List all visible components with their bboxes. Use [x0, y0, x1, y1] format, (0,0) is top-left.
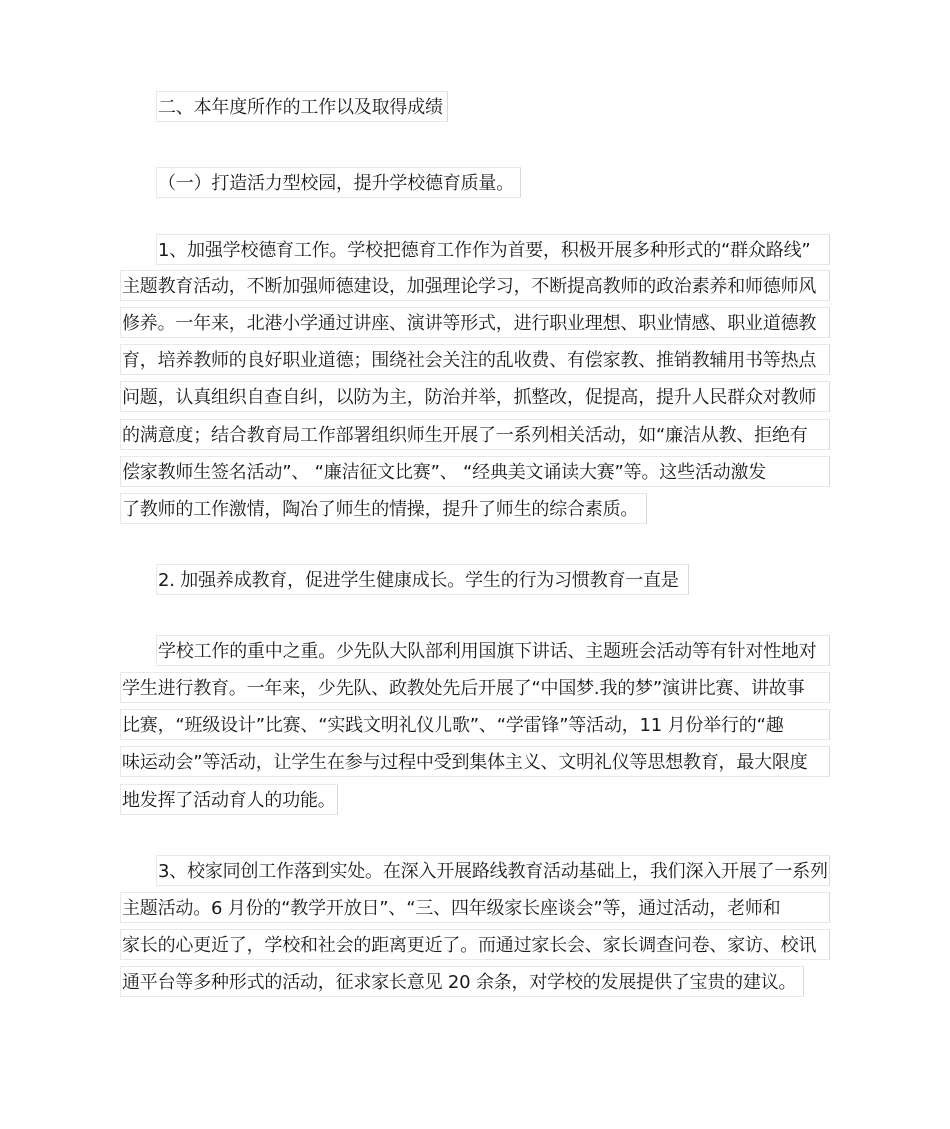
paragraph-2-line: 学生进行教育。一年来，少先队、政教处先后开展了“中国梦.我的梦”演讲比赛、讲故事: [120, 672, 830, 703]
paragraph-3-line: 主题活动。6 月份的“教学开放日”、“三、四年级家长座谈会”等，通过活动，老师和: [120, 892, 830, 923]
paragraph-1-line: 修养。一年来，北港小学通过讲座、演讲等形式，进行职业理想、职业情感、职业道德教: [120, 307, 830, 338]
paragraph-1-line: 主题教育活动，不断加强师德建设，加强理论学习，不断提高教师的政治素养和师德师风: [120, 270, 830, 301]
paragraph-1-line: 了教师的工作激情，陶冶了师生的情操，提升了师生的综合素质。: [120, 493, 647, 524]
paragraph-2-line: 学校工作的重中之重。少先队大队部利用国旗下讲话、主题班会活动等有针对性地对: [156, 635, 830, 666]
sub-heading: （一）打造活力型校园，提升学校德育质量。: [156, 167, 521, 198]
paragraph-1-line: 育，培养教师的良好职业道德；围绕社会关注的乱收费、有偿家教、推销教辅用书等热点: [120, 344, 830, 375]
paragraph-1-line: 的满意度；结合教育局工作部署组织师生开展了一系列相关活动，如“廉洁从教、拒绝有: [120, 419, 830, 450]
paragraph-1-line: 问题，认真组织自查自纠，以防为主，防治并举，抓整改，促提高，提升人民群众对教师: [120, 381, 830, 412]
paragraph-2-line: 地发挥了活动育人的功能。: [120, 784, 338, 815]
paragraph-2-line: 味运动会”等活动，让学生在参与过程中受到集体主义、文明礼仪等思想教育，最大限度: [120, 746, 830, 777]
paragraph-3-line: 通平台等多种形式的活动，征求家长意见 20 余条，对学校的发展提供了宝贵的建议。: [120, 966, 804, 997]
paragraph-2-line: 比赛，“班级设计”比赛、“实践文明礼仪儿歌”、“学雷锋”等活动，11 月份举行的“趣: [120, 709, 830, 740]
paragraph-3-line: 家长的心更近了，学校和社会的距离更近了。而通过家长会、家长调查问卷、家访、校讯: [120, 929, 830, 960]
paragraph-1-line: 1、加强学校德育工作。学校把德育工作作为首要，积极开展多种形式的“群众路线”: [156, 234, 830, 265]
paragraph-1-line: 偿家教师生签名活动”、 “廉洁征文比赛”、 “经典美文诵读大赛”等。这些活动激发: [120, 456, 830, 487]
paragraph-2-intro: 2. 加强养成教育，促进学生健康成长。学生的行为习惯教育一直是: [156, 564, 689, 595]
section-heading: 二、本年度所作的工作以及取得成绩: [156, 91, 448, 122]
paragraph-3-line: 3、校家同创工作落到实处。在深入开展路线教育活动基础上，我们深入开展了一系列: [156, 855, 830, 886]
